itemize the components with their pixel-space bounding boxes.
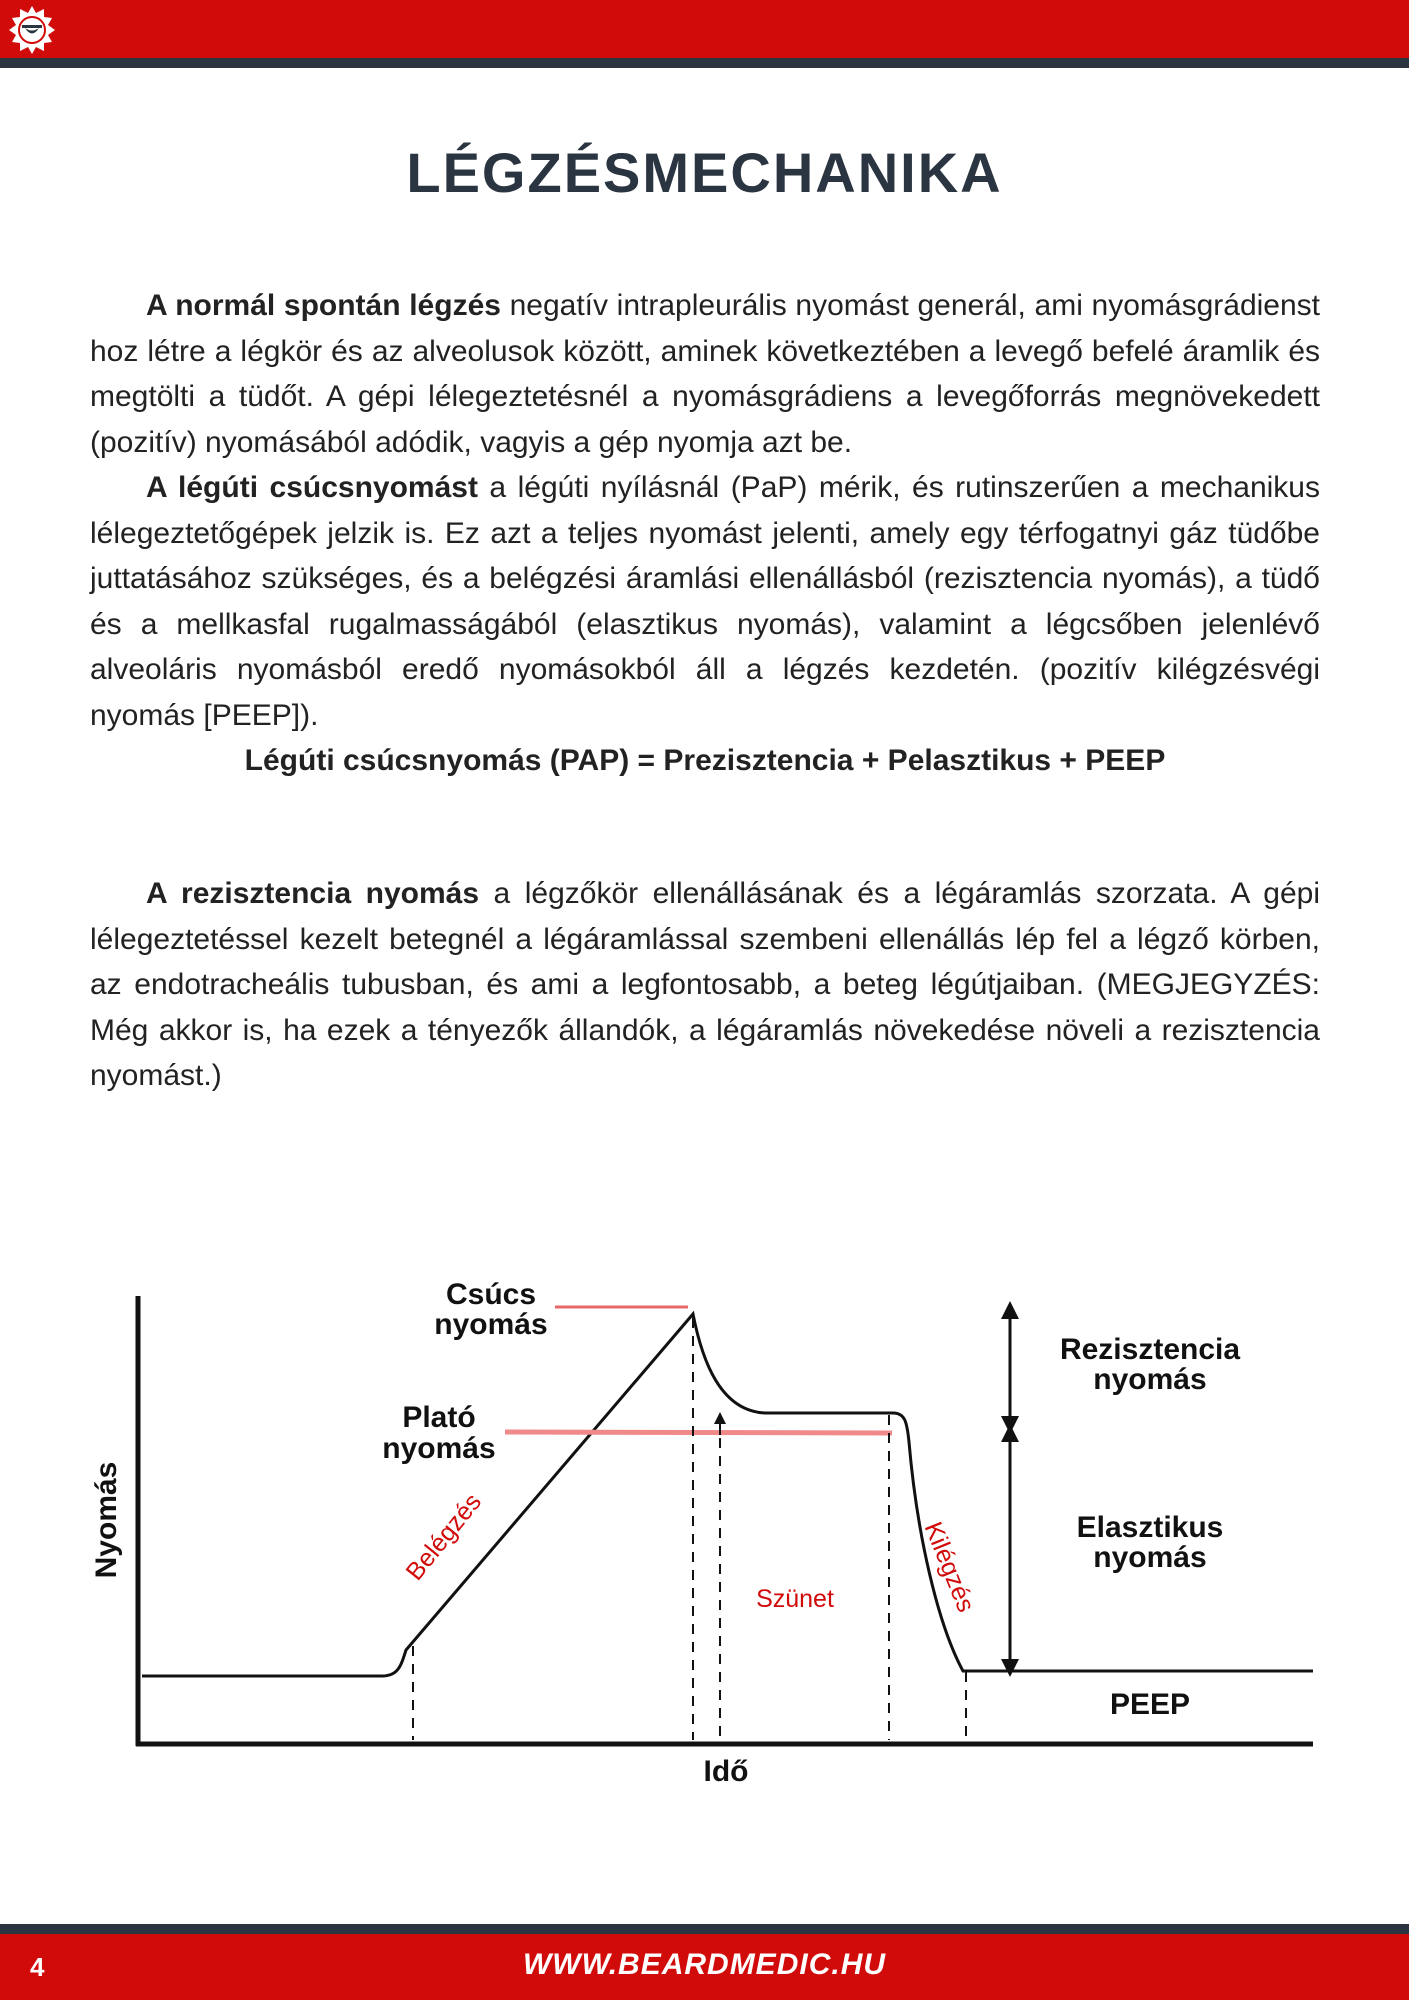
paragraph-spontaneous-breathing: [90, 283, 1320, 465]
y-axis-label: Nyomás: [90, 1461, 123, 1579]
peak-label-line1: Csúcs: [445, 1278, 537, 1311]
footer-divider: [0, 1924, 1409, 1934]
intro-text: [90, 283, 1320, 784]
paragraph-lead: A normál spontán légzés: [146, 289, 501, 322]
footer-website-link[interactable]: WWW.BEARDMEDIC.HU: [522, 1948, 887, 1981]
paragraph-resistance-pressure: [90, 871, 1320, 1099]
plateau-label-line2: nyomás: [382, 1432, 496, 1465]
beardmedic-badge-icon: [6, 4, 58, 56]
paragraph-body: negatív intrapleurális nyomást generál, ami nyomásgrádienst hoz létre a légkör és az alveolusok között, aminek következtében a levegő befelé áramlik és megtölti a tüdőt. A gépi lélegeztetésnél a nyomásgrádiens a levegőforrás megnövekedett (pozitív) nyomásából adódik, vagyis a gép nyomja azt be.: [90, 289, 1320, 459]
pressure-formula: Légúti csúcsnyomás (PAP) = Prezisztencia + Pelasztikus + PEEP: [244, 744, 1166, 777]
phase-dividers: [413, 1318, 966, 1740]
header-bar: [0, 0, 1409, 58]
paragraph-lead: A légúti csúcsnyomást: [146, 471, 478, 504]
resistance-label-line1: Rezisztencia: [1059, 1333, 1241, 1366]
pressure-time-diagram: [80, 1270, 1340, 1790]
page-title: LÉGZÉSMECHANIKA: [406, 141, 1003, 204]
elastic-label-line1: Elasztikus: [1076, 1511, 1224, 1544]
inhalation-label: Belégzés: [400, 1488, 488, 1586]
peak-label-line2: nyomás: [434, 1308, 548, 1341]
paragraph-lead: A rezisztencia nyomás: [146, 877, 480, 910]
paragraph-body: a légúti nyílásnál (PaP) mérik, és rutinszerűen a mechanikus lélegeztetőgépek jelzik is. Ez azt a teljes nyomást jelenti, amely egy térfogatnyi gáz tüdőbe juttatásához szükséges, és a belégzési áramlási ellenállásból (rezisztencia nyomás), a tüdő és a mellkasfal rugalmasságából (elasztikus nyomás), valamint a légcsőben jelenlévő alveoláris nyomásból eredő nyomásokból áll a légzés kezdetén. (pozitív kilégzésvégi nyomás [PEEP]).: [90, 471, 1320, 732]
pause-label: Szünet: [756, 1585, 834, 1613]
exhalation-label: Kilégzés: [918, 1517, 981, 1617]
plateau-label-line1: Plató: [402, 1401, 476, 1434]
paragraph-peak-pressure: [90, 465, 1320, 738]
paragraph-body: a légzőkör ellenállásának és a légáramlás szorzata. A gépi lélegeztetéssel kezelt betegnél a légáramlással szembeni ellenállás lép fel a légző körben, az endotracheális tubusban, és ami a legfontosabb, a beteg légútjaiban. (MEGJEGYZÉS: Még akkor is, ha ezek a tényezők állandók, a légáramlás növekedése növeli a rezisztencia nyomást.): [90, 877, 1321, 1092]
resistance-text: [90, 871, 1320, 1099]
page-number: 4: [30, 1952, 45, 1982]
header-divider: [0, 58, 1409, 68]
plateau-pressure-guide: [505, 1432, 892, 1433]
peep-label: PEEP: [1109, 1688, 1191, 1721]
x-axis-label: Idő: [703, 1755, 749, 1788]
elastic-label-line2: nyomás: [1093, 1541, 1207, 1574]
resistance-label-line2: nyomás: [1093, 1363, 1207, 1396]
